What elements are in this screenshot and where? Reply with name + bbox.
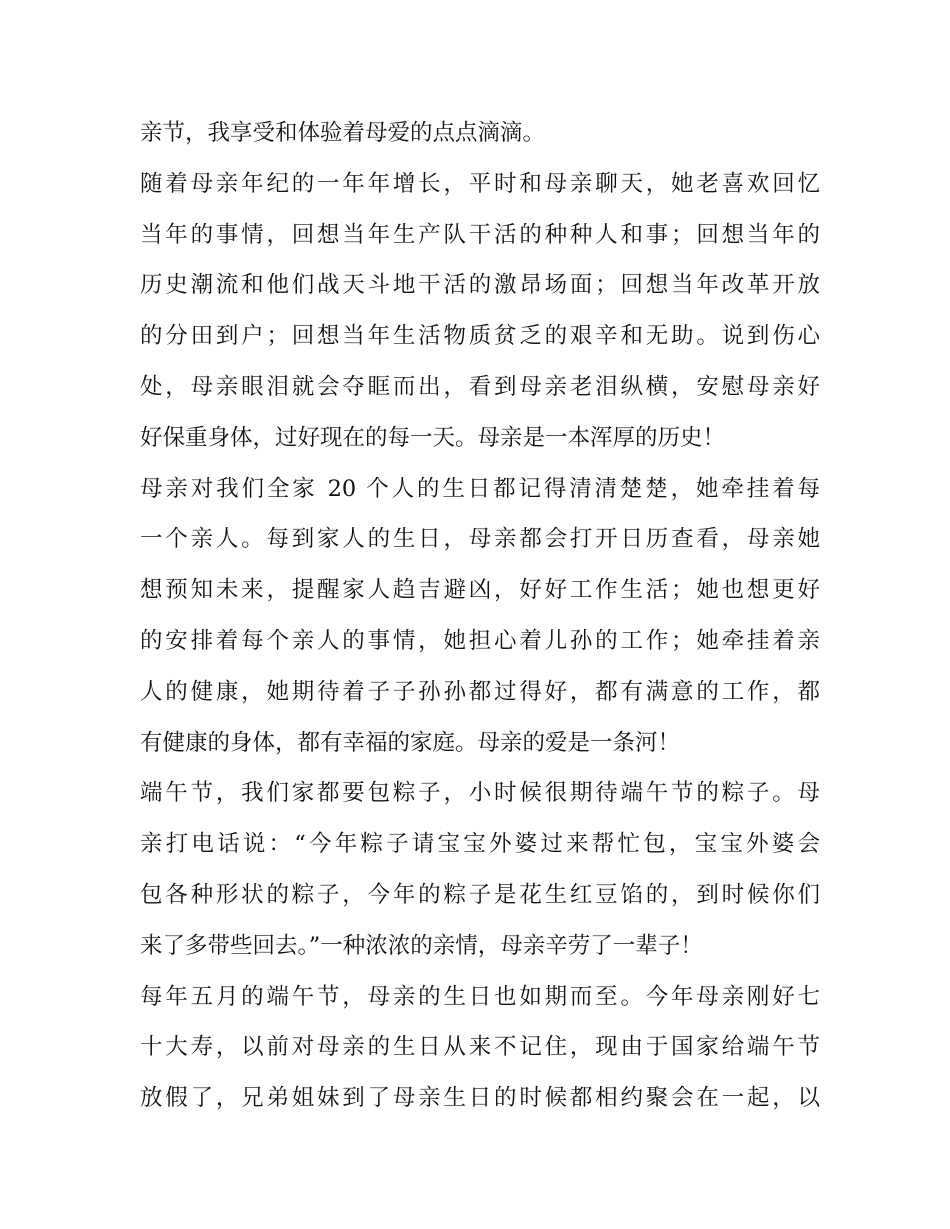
text-line: 的安排着每个亲人的事情，她担心着儿孙的工作；她牵挂着亲 xyxy=(140,627,820,654)
text-line: 历史潮流和他们战天斗地干活的激昂场面；回想当年改革开放 xyxy=(140,272,820,299)
text-line: 有健康的身体，都有幸福的家庭。母亲的爱是一条河！ xyxy=(140,729,681,756)
text-line: 随着母亲年纪的一年年增长，平时和母亲聊天，她老喜欢回忆 xyxy=(140,170,820,197)
text-line: 好保重身体，过好现在的每一天。母亲是一本浑厚的历史！ xyxy=(140,424,726,451)
text-line: 端午节，我们家都要包粽子，小时候很期待端午节的粽子。母 xyxy=(140,780,820,807)
text-line: 当年的事情，回想当年生产队干活的种种人和事；回想当年的 xyxy=(140,221,820,248)
text-line: 亲打电话说：“今年粽子请宝宝外婆过来帮忙包，宝宝外婆会 xyxy=(140,831,820,858)
text-line: 十大寿，以前对母亲的生日从来不记住，现由于国家给端午节 xyxy=(140,1034,820,1061)
text-line: 一个亲人。每到家人的生日，母亲都会打开日历查看，母亲她 xyxy=(140,526,820,553)
text-line: 来了多带些回去。”一种浓浓的亲情，母亲辛劳了一辈子！ xyxy=(140,932,703,959)
text-line: 亲节，我享受和体验着母爱的点点滴滴。 xyxy=(140,120,546,146)
text-line: 每年五月的端午节，母亲的生日也如期而至。今年母亲刚好七 xyxy=(140,983,820,1010)
text-line: 人的健康，她期待着子子孙孙都过得好，都有满意的工作，都 xyxy=(140,678,820,705)
body-text xyxy=(140,108,820,1124)
text-line: 想预知未来，提醒家人趋吉避凶，好好工作生活；她也想更好 xyxy=(140,577,820,604)
text-line: 处，母亲眼泪就会夺眶而出，看到母亲老泪纵横，安慰母亲好 xyxy=(140,373,820,400)
text-line: 放假了，兄弟姐妹到了母亲生日的时候都相约聚会在一起，以 xyxy=(140,1085,820,1112)
text-line: 包各种形状的粽子，今年的粽子是花生红豆馅的，到时候你们 xyxy=(140,881,820,908)
text-line: 母亲对我们全家 20 个人的生日都记得清清楚楚，她牵挂着每 xyxy=(140,475,820,502)
text-line: 的分田到户；回想当年生活物质贫乏的艰辛和无助。说到伤心 xyxy=(140,323,820,350)
